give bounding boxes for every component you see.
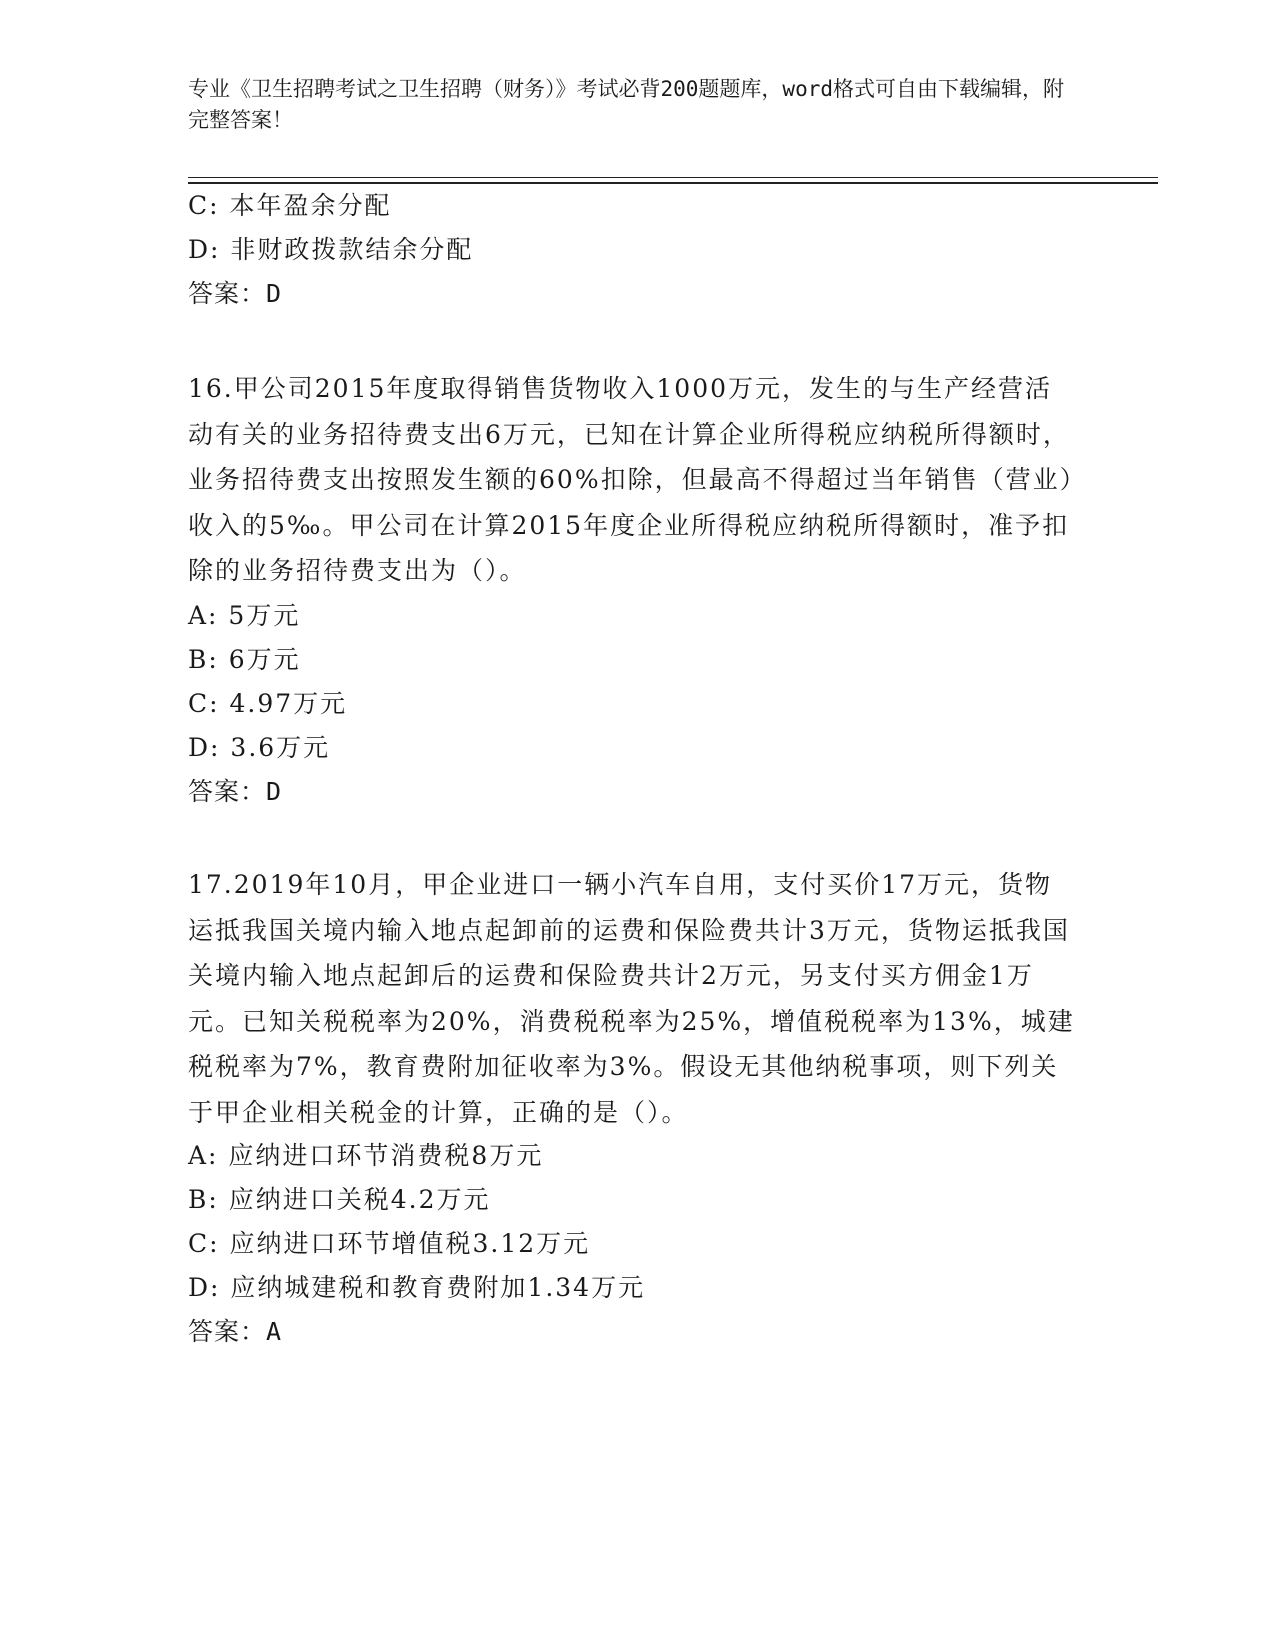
q16-option-a: A: 5万元 <box>188 601 301 630</box>
q15-option-d: D: 非财政拨款结余分配 <box>188 235 474 264</box>
q17-answer: 答案：A <box>188 1317 283 1346</box>
header-divider <box>188 177 1158 178</box>
q17-stem: 17.2019年10月，甲企业进口一辆小汽车自用，支付买价17万元，货物运抵我国关境内输入地点起卸前的运费和保险费共计3万元，货物运抵我国关境内输入地点起卸后的运费和保险费共计2万元，另支付买方佣金1万元。已知关税税率为20%，消费税税率为25%，增值税税率为13%，城建税税率为7%，教育费附加征收率为3%。假设无其他纳税事项，则下列关于甲企业相关税金的计算，正确的是（）。 <box>188 870 1075 1127</box>
q16-option-b: B: 6万元 <box>188 645 301 674</box>
q16-option-d: D: 3.6万元 <box>188 733 331 762</box>
q17-option-a: A: 应纳进口环节消费税8万元 <box>188 1141 544 1170</box>
q15-option-c: C: 本年盈余分配 <box>188 191 392 220</box>
q16-answer: 答案：D <box>188 777 283 806</box>
q15-answer: 答案：D <box>188 279 283 308</box>
q16-stem: 16.甲公司2015年度取得销售货物收入1000万元，发生的与生产经营活动有关的业务招待费支出6万元，已知在计算企业所得税应纳税所得额时，业务招待费支出按照发生额的60%扣除，但最高不得超过当年销售（营业）收入的5‰。甲公司在计算2015年度企业所得税应纳税所得额时，准予扣除的业务招待费支出为（）。 <box>188 374 1075 585</box>
q17-option-b: B: 应纳进口关税4.2万元 <box>188 1185 491 1214</box>
q17-option-d: D: 应纳城建税和教育费附加1.34万元 <box>188 1273 646 1302</box>
document-header: 专业《卫生招聘考试之卫生招聘（财务）》考试必背200题题库，word格式可自由下载编辑，附完整答案！ <box>188 77 1064 132</box>
q17-option-c: C: 应纳进口环节增值税3.12万元 <box>188 1229 591 1258</box>
header-divider-thick <box>188 182 1158 184</box>
q16-option-c: C: 4.97万元 <box>188 689 348 718</box>
